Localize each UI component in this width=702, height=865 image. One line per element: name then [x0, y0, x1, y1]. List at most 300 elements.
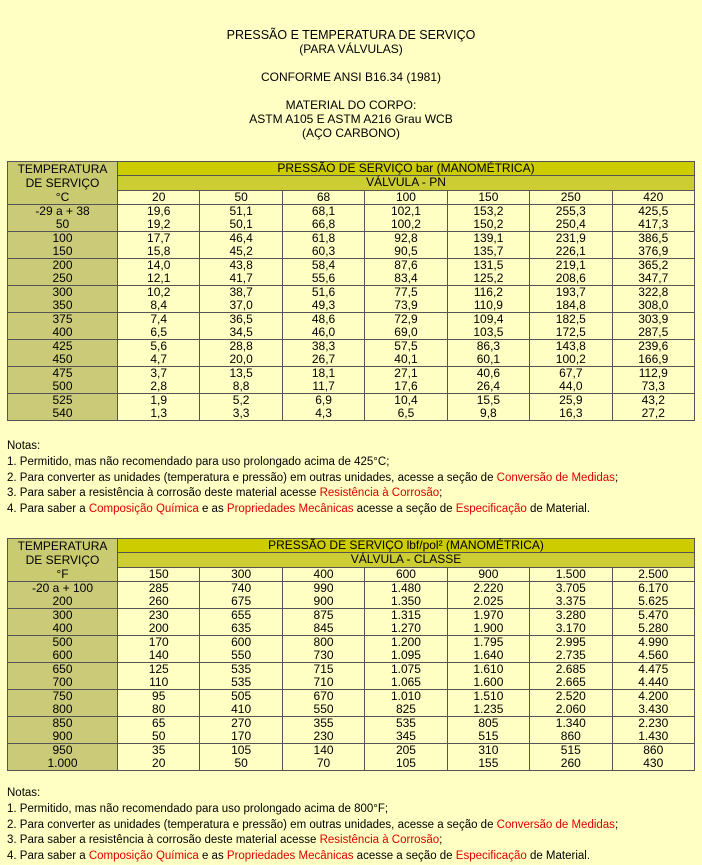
pressure-cell: [612, 313, 694, 340]
pressure-value: 3.280: [555, 608, 586, 622]
pressure-value: 1.065: [390, 675, 421, 689]
material-spec: ASTM A105 E ASTM A216 Grau WCB: [249, 112, 453, 126]
pressure-value: 260: [148, 594, 169, 608]
pressure-value: 710: [313, 675, 334, 689]
pressure-value: 184,8: [555, 298, 586, 312]
pressure-value: 535: [395, 716, 416, 730]
pressure-cell: [200, 717, 282, 744]
pressure-cell: [612, 232, 694, 259]
pressure-value: 860: [643, 743, 664, 757]
table-row: [8, 636, 695, 663]
pressure-cell: [118, 286, 200, 313]
pressure-value: 112,9: [638, 366, 668, 380]
pressure-cell: [282, 394, 364, 421]
pressure-value: 49,3: [311, 298, 336, 312]
pressure-value: 226,1: [555, 244, 586, 258]
pressure-value: 600: [231, 635, 252, 649]
temperature-value: 350: [52, 298, 73, 312]
pressure-value: 58,4: [311, 258, 336, 272]
pressure-cell: [200, 205, 282, 232]
pressure-value: 2.220: [473, 581, 504, 595]
pressure-value: 2.665: [555, 675, 586, 689]
pressure-cell: [118, 744, 200, 771]
pressure-cell: [200, 232, 282, 259]
temperature-value: 375: [52, 312, 73, 326]
pressure-value: 4.990: [638, 635, 669, 649]
note-3: 3. Para saber a resistência à corrosão deste material acesse Resistência à Corrosão;: [7, 834, 443, 847]
pressure-value: 36,5: [229, 312, 253, 326]
table-row: [8, 259, 695, 286]
pressure-value: 875: [313, 608, 334, 622]
table-row: [8, 367, 695, 394]
link-conversao-medidas[interactable]: Conversão de Medidas: [496, 471, 615, 484]
pressure-value: 26,4: [476, 379, 501, 393]
link-conversao-medidas[interactable]: Conversão de Medidas: [496, 818, 615, 831]
table-row: [8, 313, 695, 340]
temperature-cell: [8, 744, 118, 771]
temperature-value: 450: [52, 352, 73, 366]
temperature-value: -20 a + 100: [31, 581, 94, 595]
pressure-cell: [612, 394, 694, 421]
temperature-header: [8, 162, 118, 205]
pressure-cell: [282, 744, 364, 771]
table-row: [8, 609, 695, 636]
temperature-value: 200: [52, 258, 73, 272]
temperature-value: 500: [52, 635, 73, 649]
pressure-cell: [200, 663, 282, 690]
pressure-value: 740: [231, 581, 252, 595]
pressure-value: 208,6: [555, 271, 586, 285]
pressure-cell: [365, 286, 447, 313]
pressure-value: 2.060: [555, 702, 586, 716]
pressure-value: 1.010: [390, 689, 421, 703]
pressure-cell: [530, 663, 612, 690]
pressure-value: 27,2: [641, 406, 665, 420]
temperature-cell: [8, 609, 118, 636]
link-especificacao[interactable]: Especificação: [455, 850, 527, 863]
column-header: 400: [282, 567, 364, 581]
pressure-value: 50,1: [229, 217, 253, 231]
pressure-value: 1.480: [390, 581, 421, 595]
pressure-cell: [365, 340, 447, 367]
pressure-cell: [612, 609, 694, 636]
page-header: [0, 28, 702, 140]
pressure-cell: [282, 205, 364, 232]
pressure-value: 68,1: [311, 204, 336, 218]
pressure-value: 515: [478, 729, 499, 743]
temperature-value: 950: [52, 743, 73, 757]
pressure-value: 43,2: [641, 393, 665, 407]
pressure-value: 38,3: [311, 339, 336, 353]
pressure-cell: [612, 340, 694, 367]
pressure-value: 1.350: [390, 594, 421, 608]
pressure-value: 800: [313, 635, 334, 649]
pressure-value: 18,1: [311, 366, 336, 380]
pressure-value: 5,6: [150, 339, 168, 353]
pressure-value: 40,6: [476, 366, 501, 380]
temperature-cell: [8, 394, 118, 421]
pressure-cell: [447, 609, 529, 636]
temperature-value: 475: [52, 366, 73, 380]
pressure-value: 13,5: [229, 366, 253, 380]
pressure-value: 260: [560, 756, 581, 770]
pressure-value: 73,9: [394, 298, 418, 312]
pressure-cell: [118, 582, 200, 609]
table-row: [8, 286, 695, 313]
link-especificacao[interactable]: Especificação: [455, 503, 527, 516]
pressure-value: 69,0: [394, 325, 418, 339]
valve-header: VÁLVULA - PN: [118, 176, 695, 190]
temperature-cell: [8, 690, 118, 717]
pressure-value: 34,5: [229, 325, 253, 339]
temperature-header-line: TEMPERATURA: [17, 539, 108, 553]
pressure-cell: [612, 636, 694, 663]
pressure-value: 3.375: [555, 594, 586, 608]
pressure-value: 231,9: [555, 231, 586, 245]
pressure-value: 715: [313, 662, 334, 676]
pressure-cell: [118, 663, 200, 690]
pressure-value: 805: [478, 716, 499, 730]
pressure-value: 3,7: [150, 366, 168, 380]
pressure-value: 116,2: [473, 285, 503, 299]
pressure-value: 7,4: [150, 312, 168, 326]
pressure-cell: [530, 367, 612, 394]
pressure-value: 135,7: [473, 244, 504, 258]
notes-section-1: [7, 439, 697, 518]
pressure-value: 77,5: [394, 285, 418, 299]
pressure-value: 6,5: [397, 406, 415, 420]
pressure-cell: [530, 690, 612, 717]
pressure-cell: [282, 232, 364, 259]
temperature-cell: [8, 259, 118, 286]
pressure-value: 255,3: [555, 204, 586, 218]
material-type: (AÇO CARBONO): [301, 126, 400, 140]
pressure-value: 60,1: [476, 352, 501, 366]
pressure-value: 72,9: [394, 312, 418, 326]
pressure-value: 345: [395, 729, 416, 743]
pressure-cell: [447, 636, 529, 663]
pressure-value: 19,6: [147, 204, 171, 218]
pressure-value: 303,9: [638, 312, 669, 326]
pressure-value: 3.705: [555, 581, 586, 595]
pressure-cell: [365, 744, 447, 771]
pressure-value: 46,4: [229, 231, 253, 245]
note-4: 4. Para saber a Composição Química e as Propriedades Mecânicas acesse a seção de Especificação de Material.: [7, 503, 591, 516]
pressure-value: 1.900: [473, 621, 504, 635]
pressure-cell: [365, 636, 447, 663]
table-row: [8, 717, 695, 744]
pressure-cell: [282, 609, 364, 636]
pressure-value: 535: [231, 662, 252, 676]
pressure-value: 5,2: [232, 393, 250, 407]
pressure-value: 38,7: [229, 285, 253, 299]
pressure-value: 239,6: [638, 339, 669, 353]
pressure-cell: [447, 205, 529, 232]
pressure-value: 193,7: [555, 285, 586, 299]
pressure-value: 65: [152, 716, 166, 730]
pressure-cell: [612, 690, 694, 717]
pressure-value: 310: [478, 743, 499, 757]
pressure-cell: [282, 636, 364, 663]
temperature-value: 600: [52, 648, 73, 662]
pressure-value: 66,8: [311, 217, 336, 231]
pressure-value: 1,9: [150, 393, 168, 407]
temperature-value: 250: [52, 271, 73, 285]
pressure-value: 143,8: [555, 339, 586, 353]
pressure-value: 8,4: [150, 298, 168, 312]
temperature-cell: [8, 232, 118, 259]
pressure-value: 83,4: [394, 271, 418, 285]
temperature-value: 150: [52, 244, 73, 258]
pressure-value: 102,1: [390, 204, 421, 218]
pressure-value: 20: [152, 756, 166, 770]
pressure-value: 1.970: [473, 608, 504, 622]
pressure-cell: [118, 340, 200, 367]
pressure-cell: [365, 582, 447, 609]
column-header: 20: [118, 190, 200, 204]
pressure-value: 1.235: [473, 702, 504, 716]
temperature-value: 1.000: [47, 756, 78, 770]
pressure-value: 166,9: [638, 352, 669, 366]
pressure-value: 100,2: [555, 352, 586, 366]
pressure-cell: [200, 636, 282, 663]
table-row: [8, 663, 695, 690]
temperature-value: 800: [52, 702, 73, 716]
temperature-value: 200: [52, 594, 73, 608]
pressure-value: 110: [149, 675, 169, 689]
temperature-value: 500: [52, 379, 73, 393]
pressure-cell: [282, 313, 364, 340]
pressure-cell: [530, 286, 612, 313]
pressure-value: 40,1: [394, 352, 418, 366]
pressure-value: 25,9: [559, 393, 583, 407]
pressure-cell: [118, 232, 200, 259]
pressure-cell: [447, 663, 529, 690]
pressure-value: 4.475: [638, 662, 669, 676]
link-composicao-quimica[interactable]: Composição Química: [88, 850, 199, 863]
pressure-value: 3.430: [638, 702, 669, 716]
pressure-value: 20,0: [229, 352, 253, 366]
temperature-value: 300: [52, 608, 73, 622]
pressure-cell: [447, 340, 529, 367]
pressure-cell: [612, 205, 694, 232]
temperature-value: 700: [52, 675, 73, 689]
pressure-cell: [447, 232, 529, 259]
temperature-header: [8, 539, 118, 582]
column-header: 100: [365, 190, 447, 204]
table-row: [8, 340, 695, 367]
pressure-value: 109,4: [473, 312, 504, 326]
link-composicao-quimica[interactable]: Composição Química: [88, 503, 199, 516]
column-header: 300: [200, 567, 282, 581]
pressure-value: 61,8: [311, 231, 336, 245]
pressure-value: 1.430: [638, 729, 669, 743]
pressure-cell: [447, 259, 529, 286]
pressure-value: 1.075: [390, 662, 421, 676]
pressure-cell: [118, 313, 200, 340]
pressure-value: 635: [231, 621, 252, 635]
pressure-cell: [118, 609, 200, 636]
temperature-cell: [8, 286, 118, 313]
pressure-cell: [282, 367, 364, 394]
pressure-cell: [365, 367, 447, 394]
temperature-value: 900: [52, 729, 73, 743]
pressure-cell: [365, 717, 447, 744]
column-header: 1.500: [530, 567, 612, 581]
pressure-value: 730: [313, 648, 334, 662]
link-propriedades-mecanicas[interactable]: Propriedades Mecânicas: [226, 850, 354, 863]
pressure-value: 105: [231, 743, 252, 757]
pressure-value: 51,6: [311, 285, 336, 299]
pressure-value: 1.600: [473, 675, 504, 689]
pressure-value: 355: [313, 716, 334, 730]
pressure-cell: [530, 582, 612, 609]
pressure-value: 17,7: [147, 231, 171, 245]
pressure-value: 505: [231, 689, 252, 703]
pressure-value: 155: [478, 756, 499, 770]
pressure-value: 6,9: [315, 393, 332, 407]
table-row: [8, 690, 695, 717]
temperature-value: 50: [55, 217, 70, 231]
pressure-value: 287,5: [638, 325, 669, 339]
pressure-cell: [282, 663, 364, 690]
column-header: 600: [365, 567, 447, 581]
pressure-cell: [200, 367, 282, 394]
pressure-cell: [530, 259, 612, 286]
pressure-value: 550: [313, 702, 334, 716]
pressure-cell: [200, 340, 282, 367]
column-header: 50: [200, 190, 282, 204]
pressure-header: PRESSÃO DE SERVIÇO bar (MANOMÉTRICA): [118, 162, 695, 176]
temperature-header-line: DE SERVIÇO: [25, 176, 100, 190]
pressure-value: 55,6: [311, 271, 336, 285]
pressure-value: 1.340: [555, 716, 586, 730]
pressure-value: 3,3: [232, 406, 250, 420]
temperature-value: 300: [52, 285, 73, 299]
pressure-value: 308,0: [638, 298, 669, 312]
pressure-value: 90,5: [394, 244, 418, 258]
pressure-value: 4,7: [150, 352, 168, 366]
pressure-cell: [612, 663, 694, 690]
pressure-value: 170: [148, 635, 169, 649]
pressure-cell: [118, 690, 200, 717]
pressure-value: 10,2: [147, 285, 171, 299]
pressure-value: 322,8: [638, 285, 669, 299]
pressure-header: PRESSÃO DE SERVIÇO lbf/pol² (MANOMÉTRICA): [118, 539, 695, 553]
pressure-cell: [447, 313, 529, 340]
pressure-value: 270: [231, 716, 252, 730]
pressure-cell: [530, 717, 612, 744]
pressure-cell: [118, 367, 200, 394]
pressure-value: 5.625: [638, 594, 669, 608]
pressure-cell: [530, 636, 612, 663]
pressure-cell: [200, 609, 282, 636]
temperature-value: 850: [52, 716, 73, 730]
temperature-value: 525: [52, 393, 73, 407]
pressure-value: 4.560: [638, 648, 669, 662]
valve-header: VÁLVULA - CLASSE: [118, 553, 695, 567]
pressure-cell: [365, 663, 447, 690]
pressure-value: 535: [231, 675, 252, 689]
pressure-cell: [118, 636, 200, 663]
temperature-value: 400: [52, 325, 73, 339]
pressure-value: 2,8: [150, 379, 168, 393]
pressure-value: 46,0: [311, 325, 336, 339]
pressure-cell: [530, 313, 612, 340]
pressure-cell: [530, 340, 612, 367]
pressure-value: 376,9: [638, 244, 669, 258]
pressure-value: 110,9: [473, 298, 503, 312]
pressure-value: 285: [148, 581, 169, 595]
link-propriedades-mecanicas[interactable]: Propriedades Mecânicas: [226, 503, 354, 516]
pressure-cell: [612, 367, 694, 394]
pressure-value: 14,0: [147, 258, 171, 272]
temperature-cell: [8, 205, 118, 232]
notes-title: Notas:: [7, 440, 41, 452]
pressure-cell: [612, 744, 694, 771]
link-resistencia-corrosao[interactable]: Resistência à Corrosão: [319, 487, 440, 500]
pressure-cell: [612, 717, 694, 744]
pressure-cell: [365, 232, 447, 259]
temperature-cell: [8, 313, 118, 340]
pressure-value: 57,5: [394, 339, 418, 353]
pressure-cell: [530, 232, 612, 259]
pressure-cell: [447, 394, 529, 421]
pressure-value: 5.470: [638, 608, 669, 622]
pressure-cell: [612, 286, 694, 313]
pressure-cell: [200, 286, 282, 313]
temperature-cell: [8, 582, 118, 609]
pressure-value: 1.640: [473, 648, 504, 662]
pressure-value: 50: [234, 756, 248, 770]
temperature-value: 540: [52, 406, 73, 420]
pressure-value: 205: [395, 743, 416, 757]
pressure-value: 425,5: [638, 204, 669, 218]
temperature-value: -29 a + 38: [35, 204, 90, 218]
pressure-cell: [612, 582, 694, 609]
column-header: 900: [447, 567, 529, 581]
pressure-cell: [365, 609, 447, 636]
pressure-cell: [282, 717, 364, 744]
pressure-value: 100,2: [390, 217, 421, 231]
pressure-cell: [282, 286, 364, 313]
column-header: 2.500: [612, 567, 694, 581]
column-header: 150: [447, 190, 529, 204]
temperature-value: 650: [52, 662, 73, 676]
temperature-cell: [8, 636, 118, 663]
pressure-cell: [365, 313, 447, 340]
pressure-cell: [200, 394, 282, 421]
pressure-cell: [200, 582, 282, 609]
link-resistencia-corrosao[interactable]: Resistência à Corrosão: [319, 834, 440, 847]
pressure-value: 550: [231, 648, 252, 662]
column-header: 68: [282, 190, 364, 204]
temperature-header-line: DE SERVIÇO: [25, 553, 100, 567]
pressure-cell: [200, 744, 282, 771]
pressure-cell: [447, 286, 529, 313]
column-header: 150: [118, 567, 200, 581]
pressure-value: 2.735: [555, 648, 586, 662]
pressure-value: 9,8: [480, 406, 497, 420]
pressure-value: 10,4: [394, 393, 418, 407]
notes-section-2: [7, 786, 697, 865]
pressure-value: 172,5: [555, 325, 586, 339]
pressure-value: 16,3: [559, 406, 583, 420]
pressure-value: 845: [313, 621, 334, 635]
pressure-cell: [365, 394, 447, 421]
pressure-value: 4.200: [638, 689, 669, 703]
pressure-cell: [447, 744, 529, 771]
